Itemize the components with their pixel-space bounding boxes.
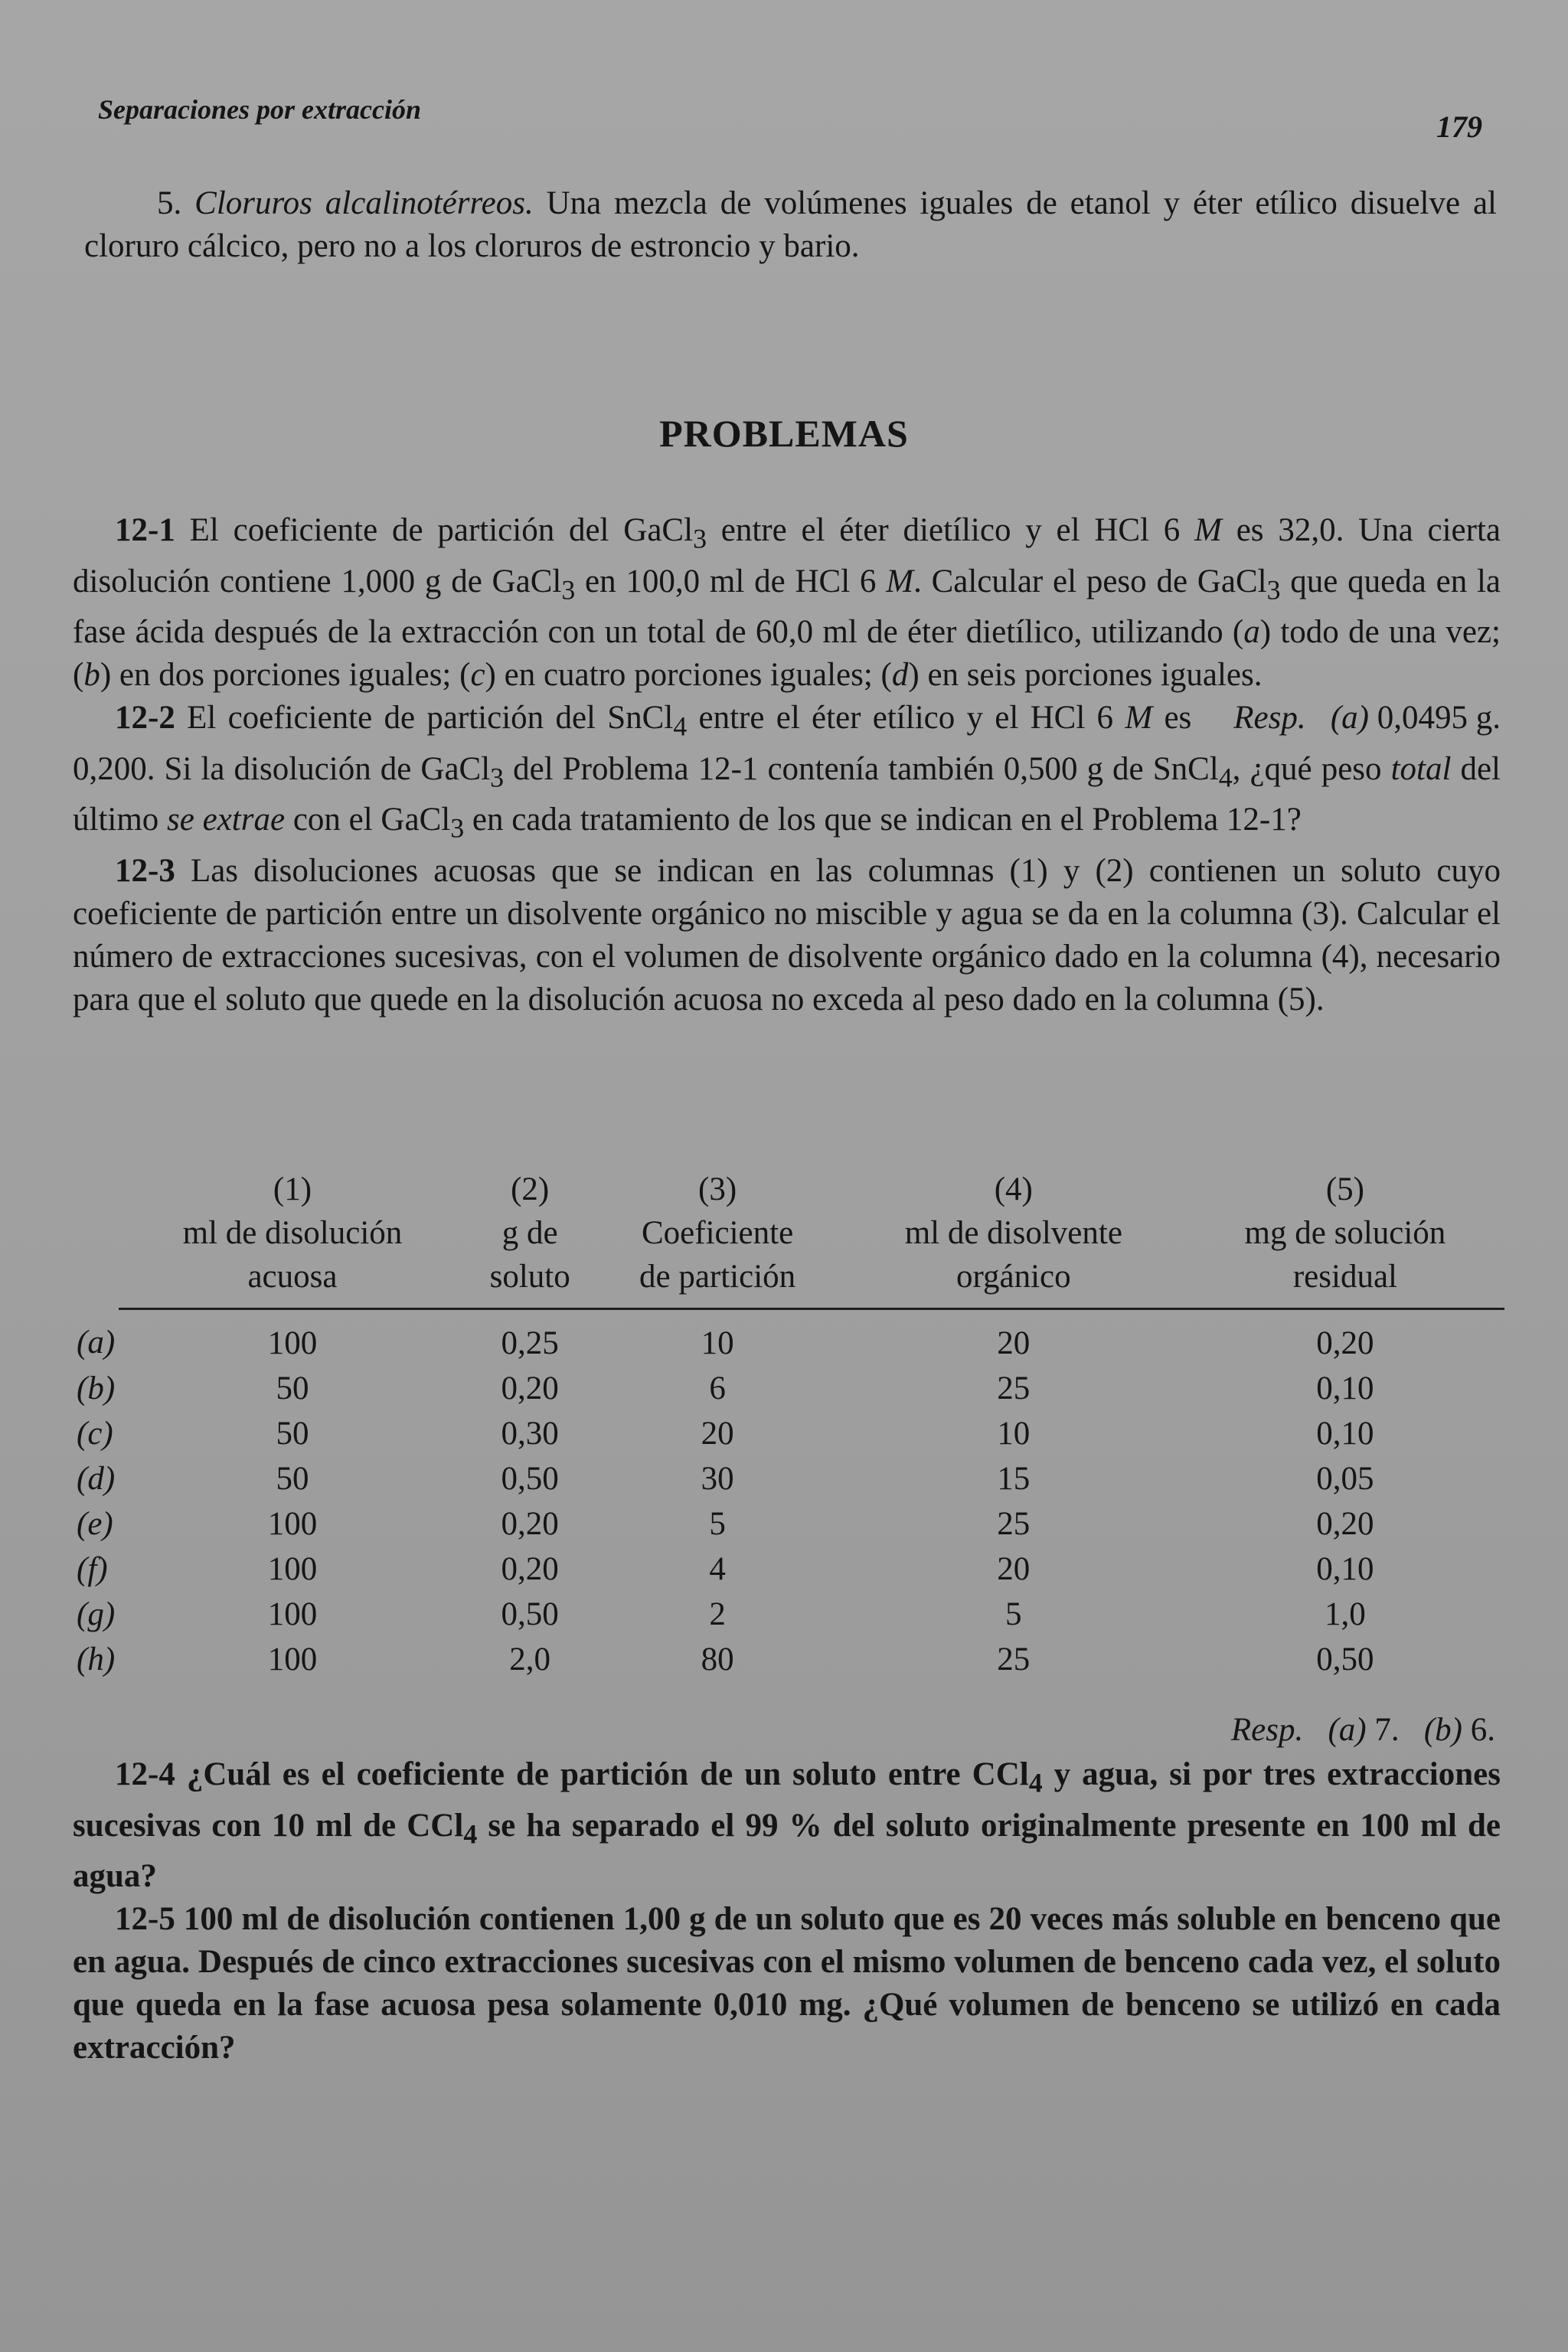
extraction-data-table — [77, 1168, 1504, 1682]
table-row: (d) 50 0,50 30 15 0,05 — [77, 1461, 1374, 1497]
problem-12-1: 12-1 El coeficiente de partición del GaCl$_3$ entre el éter dietílico y el HCl 6 M es 32,0. Una cierta disolución contiene 1,000 g de GaCl$_3$ en 100,0 ml de HCl 6 M. Calcular el peso de GaCl$_3$ que queda en la fase ácida después de la extracción con un total de 60,0 ml de éter dietílico, utilizando (a) todo de una vez; (b) en dos porciones iguales; (c) en cuatro porciones iguales; (d) en seis porciones iguales. Resp. (a) 0,0495 g. — [73, 509, 1501, 697]
table-row: (h) 100 2,0 80 25 0,50 — [77, 1642, 1374, 1677]
problems-block-bottom — [73, 1753, 1501, 2069]
table-row: (c) 50 0,30 20 10 0,10 — [77, 1416, 1374, 1452]
table-header-cell: (2) g de soluto — [466, 1168, 594, 1309]
running-header: Separaciones por extracción — [98, 94, 421, 125]
problem-number: 12-4 — [115, 1756, 175, 1792]
table-row: (e) 100 0,20 5 25 0,20 — [77, 1506, 1374, 1542]
problems-block-top — [73, 509, 1501, 1021]
problem-number: 12-3 — [115, 852, 175, 889]
table-row: (f) 100 0,20 4 20 0,10 — [77, 1551, 1374, 1587]
answer-12-1: Resp. (a) 0,0495 g. — [1233, 700, 1501, 737]
answer-12-3: Resp. (a) 7. (b) 6. — [1230, 1712, 1495, 1748]
problem-number: 12-2 — [115, 700, 175, 737]
intro-text: Una mezcla de volúmenes iguales de etanol y éter etílico disuelve al cloruro cálcico, pero no a los cloruros de estroncio y bario. — [84, 185, 1497, 264]
section-heading: PROBLEMAS — [659, 412, 909, 455]
table-header-cell: (4) ml de disolvente orgánico — [841, 1168, 1186, 1309]
table-row: (a) 100 0,25 10 20 0,20 — [77, 1325, 1374, 1361]
intro-number: 5. — [157, 185, 182, 221]
intro-paragraph — [84, 182, 1497, 268]
table-header-cell: (3) Coeficiente de partición — [593, 1168, 841, 1309]
page-number: 179 — [1436, 109, 1482, 144]
problem-number: 12-1 — [115, 512, 175, 548]
table-row: (b) 50 0,20 6 25 0,10 — [77, 1370, 1374, 1406]
table-header-cell: (5) mg de solución residual — [1186, 1168, 1504, 1309]
table-header-cell: (1) ml de disolución acuosa — [119, 1168, 466, 1309]
intro-term: Cloruros alcalinotérreos. — [194, 185, 534, 221]
table-row: (g) 100 0,50 2 5 1,0 — [77, 1596, 1366, 1632]
problem-12-4: 12-4 ¿Cuál es el coeficiente de partición de un soluto entre CCl$_4$ y agua, si por tres extracciones sucesivas con 10 ml de CCl$_4$ se ha separado el 99 % del soluto originalmente presente en 100 ml de agua? — [73, 1756, 1501, 1895]
problem-number: 12-5 — [115, 1901, 175, 1938]
problem-12-5: 12-5 100 ml de disolución contienen 1,00 g de un soluto que es 20 veces más soluble en benceno que en agua. Después de cinco extracciones sucesivas con el mismo volumen de benceno cada vez, el soluto que queda en la fase acuosa pesa solamente 0,010 mg. ¿Qué volumen de benceno se utilizó en cada extracción? — [73, 1901, 1501, 2066]
problem-12-3: 12-3 Las disoluciones acuosas que se indican en las columnas (1) y (2) contienen un soluto cuyo coeficiente de partición entre un disolvente orgánico no miscible y agua se da en la columna (3). Calcular el número de extracciones sucesivas, con el volumen de disolvente orgánico dado en la columna (4), necesario para que el soluto que quede en la disolución acuosa no exceda al peso dado en la columna (5). — [73, 852, 1501, 1018]
table-header-row — [77, 1168, 1504, 1309]
table-header-cell — [77, 1168, 119, 1309]
problem-12-2: 12-2 El coeficiente de partición del SnCl$_4$ entre el éter etílico y el HCl 6 M es 0,200. Si la disolución de GaCl$_3$ del Problema 12-1 contenía también 0,500 g de SnCl$_4$, ¿qué peso total del último se extrae con el GaCl$_3$ en cada tratamiento de los que se indican en el Problema 12-1? — [73, 700, 1501, 844]
